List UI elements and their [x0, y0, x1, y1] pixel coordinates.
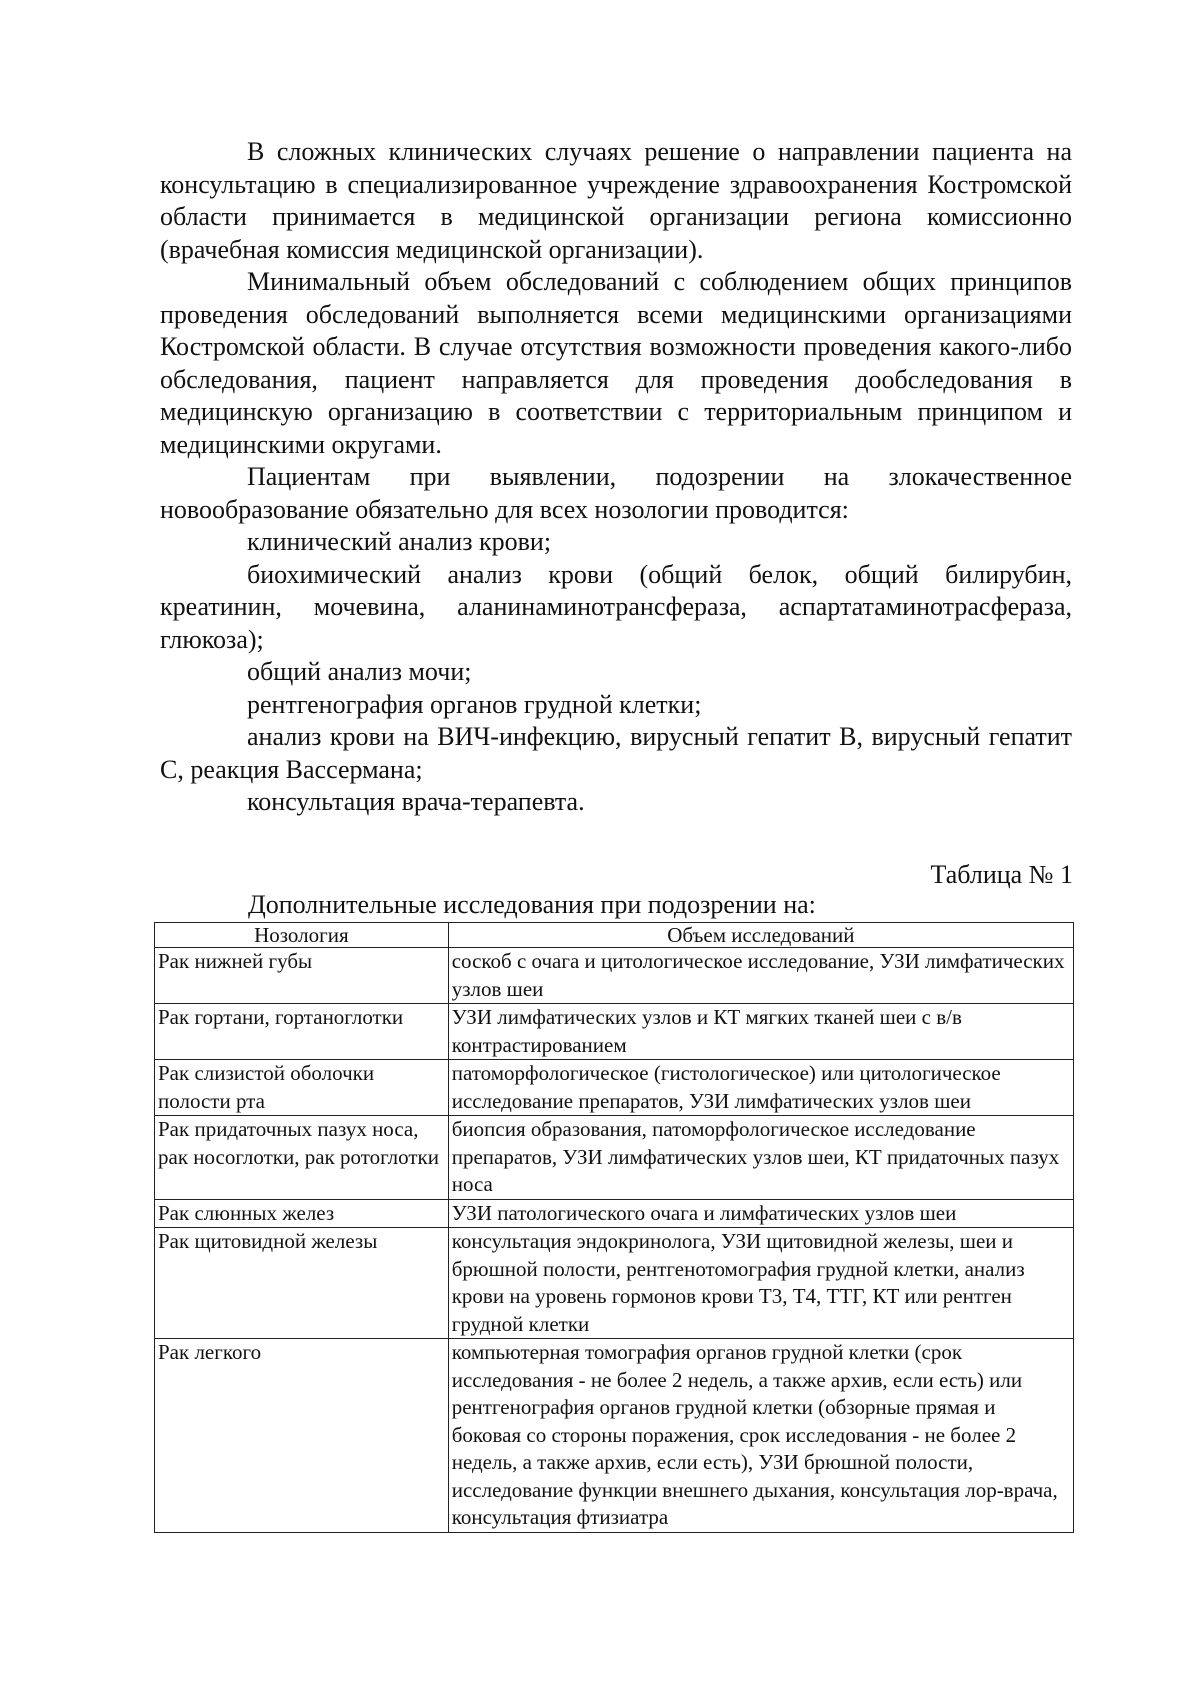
list-item: клинический анализ крови; [247, 527, 552, 556]
table-row [155, 1060, 1074, 1116]
paragraph-mandatory-exams: Пациентам при выявлении, подозрении на злокачественное новообразование обязательно для всех нозологии проводится: [160, 462, 1072, 524]
paragraph-minimal-exams: Минимальный объем обследований с соблюдением общих принципов проведения обследований выполняется всеми медицинскими организациями Костромской области. В случае отсутствия возможности проведения какого-либо обследования, пациент направляется для проведения дообследования в медицинскую организацию в соответствии с территориальным принципом и медицинскими округами. [160, 267, 1072, 459]
table-row [155, 1339, 1074, 1533]
header-exam-scope: Объем исследований [448, 923, 1073, 948]
table-row [155, 1199, 1074, 1228]
list-item: общий анализ мочи; [247, 657, 472, 686]
table-number: Таблица № 1 [930, 860, 1073, 889]
exams-table [154, 922, 1074, 1533]
cell-nosology: Рак легкого [155, 1339, 449, 1533]
cell-exam-scope: консультация эндокринолога, УЗИ щитовидной железы, шеи и брюшной полости, рентгенотомография грудной клетки, анализ крови на уровень гормонов крови Т3, Т4, ТТГ, КТ или рентген грудной клетки [448, 1228, 1073, 1339]
table-row [155, 1116, 1074, 1200]
list-item: рентгенография органов грудной клетки; [247, 689, 702, 719]
cell-exam-scope: УЗИ лимфатических узлов и КТ мягких тканей шеи с в/в контрастированием [448, 1004, 1073, 1060]
cell-nosology: Рак щитовидной железы [155, 1228, 449, 1339]
cell-exam-scope: патоморфологическое (гистологическое) или цитологическое исследование препаратов, УЗИ лимфатических узлов шеи [448, 1060, 1073, 1116]
list-item: анализ крови на ВИЧ-инфекцию, вирусный гепатит В, вирусный гепатит С, реакция Вассермана; [160, 722, 1072, 784]
cell-nosology: Рак нижней губы [155, 948, 449, 1004]
cell-nosology: Рак слизистой оболочки полости рта [155, 1060, 449, 1116]
table-row [155, 1004, 1074, 1060]
cell-exam-scope: УЗИ патологического очага и лимфатических узлов шеи [448, 1199, 1073, 1228]
body-text [160, 136, 1072, 819]
cell-exam-scope: соскоб с очага и цитологическое исследование, УЗИ лимфатических узлов шеи [448, 948, 1073, 1004]
header-nosology: Нозология [155, 923, 449, 948]
cell-exam-scope: биопсия образования, патоморфологическое исследование препаратов, УЗИ лимфатических узлов шеи, КТ придаточных пазух носа [448, 1116, 1073, 1200]
table-row [155, 948, 1074, 1004]
cell-nosology: Рак слюнных желез [155, 1199, 449, 1228]
table-row [155, 1228, 1074, 1339]
cell-nosology: Рак гортани, гортаноглотки [155, 1004, 449, 1060]
list-item: консультация врача-терапевта. [247, 787, 585, 816]
table-caption: Дополнительные исследования при подозрении на: [248, 890, 816, 919]
paragraph-referral: В сложных клинических случаях решение о направлении пациента на консультацию в специализированное учреждение здравоохранения Костромской области принимается в медицинской организации региона комиссионно (врачебная комиссия медицинской организации). [160, 137, 1072, 264]
table-header-row [155, 923, 1074, 948]
list-item: биохимический анализ крови (общий белок, общий билирубин, креатинин, мочевина, аланинаминотрансфераза, аспартатаминотрасфераза, глюкоза); [160, 559, 1072, 654]
cell-nosology: Рак придаточных пазух носа, рак носоглотки, рак ротоглотки [155, 1116, 449, 1200]
cell-exam-scope: компьютерная томография органов грудной клетки (срок исследования - не более 2 недель, а также архив, если есть) или рентгенография органов грудной клетки (обзорные прямая и боковая со стороны поражения, срок исследования - не более 2 недель, а также архив, если есть), УЗИ брюшной полости, исследование функции внешнего дыхания, консультация лор-врача, консультация фтизиатра [448, 1339, 1073, 1533]
